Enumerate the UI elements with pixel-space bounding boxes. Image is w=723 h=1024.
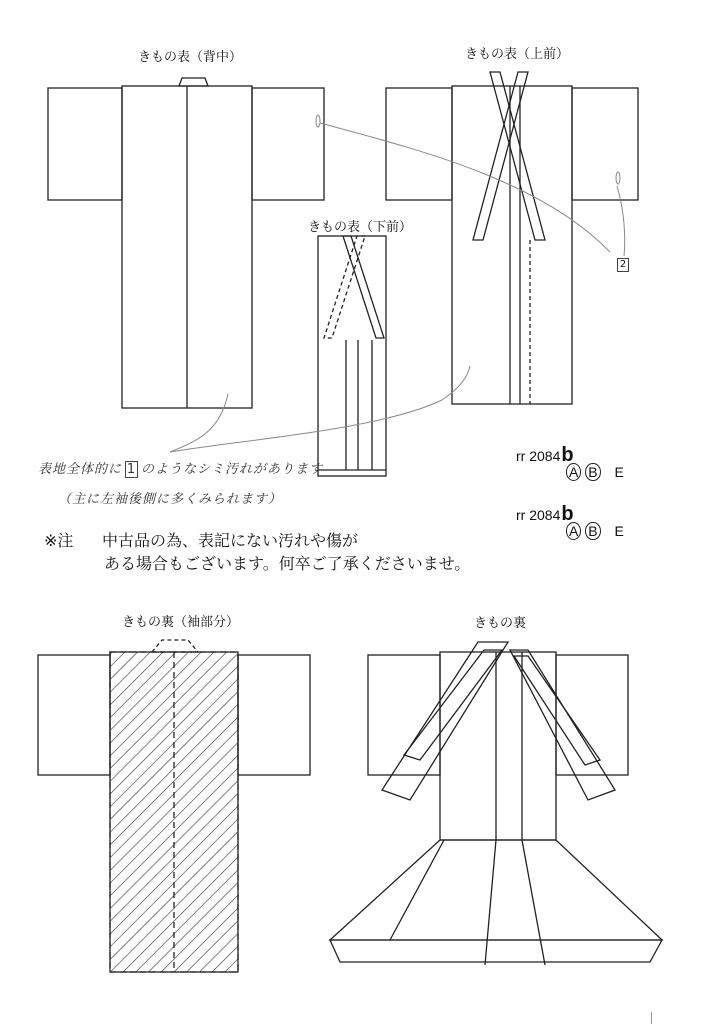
- label-kimono-lower-front: きもの表（下前）: [308, 220, 413, 235]
- product-code-1: [516, 444, 574, 467]
- product-code-2-text: rr 2084: [516, 507, 561, 523]
- label-kimono-lining: きもの裏: [474, 616, 527, 631]
- stain-note-prefix: 表地全体的に: [38, 462, 123, 477]
- marker-box-2: 2: [617, 258, 629, 272]
- product-code-1-text: rr 2084: [516, 448, 561, 464]
- rank-row-2-a: A: [566, 522, 581, 540]
- label-kimono-upper-front: きもの表（上前）: [465, 47, 570, 62]
- kimono-back-figure: [48, 78, 324, 408]
- pencil-leader-lines: [170, 115, 625, 452]
- rank-row-1-b: B: [585, 463, 600, 481]
- rank-row-2-b: B: [585, 522, 600, 540]
- edge-tick-mark: [651, 1012, 652, 1024]
- product-code-2: [516, 503, 574, 526]
- kimono-lining-figure: [330, 642, 662, 965]
- product-code-2-suffix: b: [561, 503, 574, 525]
- stain-note-suffix: のようなシミ汚れがあります: [141, 462, 324, 477]
- label-kimono-back: きもの表（背中）: [138, 50, 243, 65]
- kimono-lower-front-figure: [318, 236, 386, 476]
- handwritten-stain-note: [38, 458, 323, 478]
- kimono-lining-sleeve-figure: [38, 640, 310, 972]
- rank-row-2: [566, 523, 624, 539]
- rank-row-1: [566, 464, 624, 480]
- notice-line-2: ある場合もございます。何卒ご了承くださいませ。: [104, 554, 471, 573]
- notice-line-1: 中古品の為、表記にない汚れや傷が: [102, 531, 359, 550]
- rank-row-1-e: E: [614, 464, 624, 480]
- marker-box-1: 1: [126, 462, 137, 477]
- label-kimono-lining-sleeve: きもの裏（袖部分）: [122, 615, 240, 630]
- product-code-1-suffix: b: [561, 444, 574, 466]
- handwritten-sleeve-note: （主に左袖後側に多くみられます）: [58, 492, 283, 507]
- kimono-upper-front-figure: [386, 72, 638, 404]
- notice-mark: ※注: [44, 531, 74, 550]
- rank-row-2-e: E: [614, 523, 624, 539]
- rank-row-1-a: A: [566, 463, 581, 481]
